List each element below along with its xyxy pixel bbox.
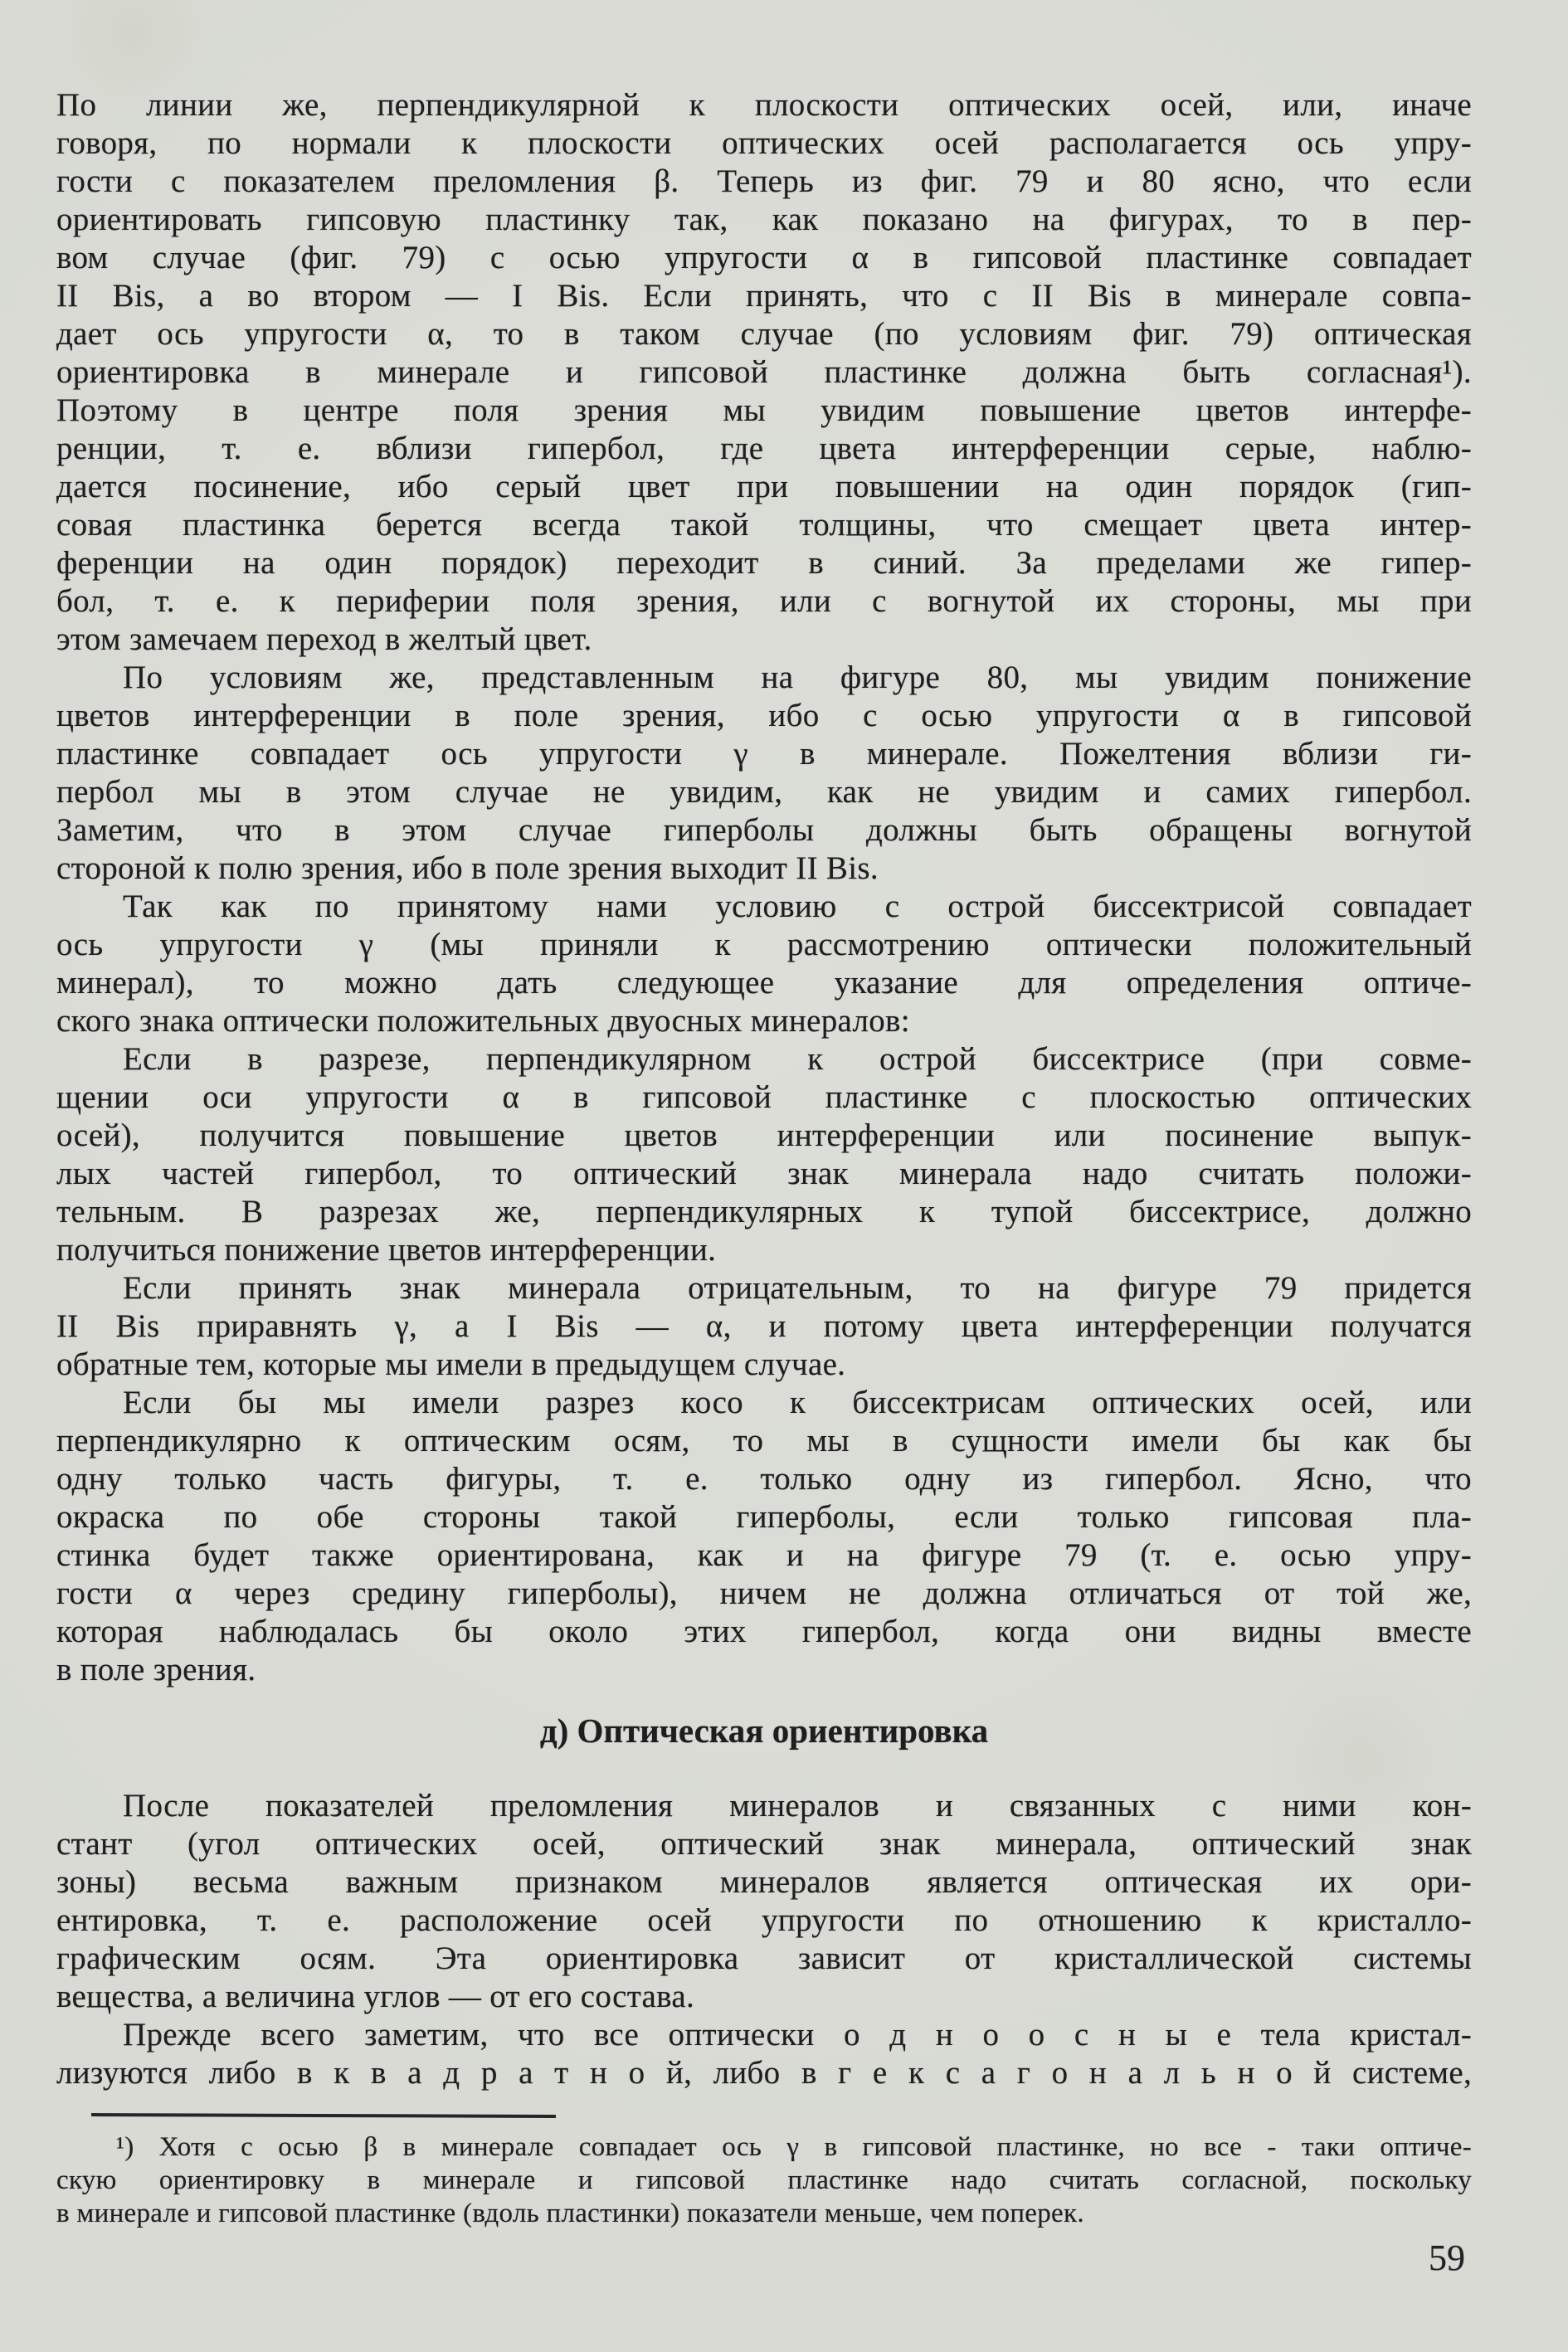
- text-line: одну только часть фигуры, т. е. только одну из гипербол. Ясно, что: [56, 1461, 1472, 1497]
- text-line: Поэтому в центре поля зрения мы увидим повышение цветов интерфе-: [56, 392, 1472, 428]
- paragraph: [56, 1384, 1472, 1689]
- text-line: тельным. В разрезах же, перпендикулярных к тупой биссектрисе, должно: [56, 1194, 1472, 1230]
- text-line: графическим осям. Эта ориентировка зависит от кристаллической системы: [56, 1941, 1472, 1976]
- text-line: совая пластинка берется всегда такой толщины, что смещает цвета интер-: [56, 507, 1472, 543]
- text-line: обратные тем, которые мы имели в предыдущем случае.: [56, 1346, 846, 1382]
- paragraph: [56, 888, 1472, 1040]
- text-line: говоря, по нормали к плоскости оптических осей располагается ось упру-: [56, 125, 1472, 161]
- text-line: Прежде всего заметим, что все оптически о д н о о с н ы е тела кристал-: [123, 2017, 1472, 2053]
- text-line: лых частей гипербол, то оптический знак минерала надо считать положи-: [56, 1156, 1472, 1191]
- text-line: дается посинение, ибо серый цвет при повышении на один порядок (гип-: [56, 469, 1472, 504]
- text-line: Так как по принятому нами условию с острой биссектрисой совпадает: [123, 889, 1472, 924]
- text-line: скую ориентировку в минерале и гипсовой пластинке надо считать согласной, поскольку: [56, 2165, 1472, 2195]
- text-line: После показателей преломления минералов и связанных с ними кон-: [123, 1788, 1472, 1824]
- text-line: щении оси упругости α в гипсовой пластинке с плоскостью оптических: [56, 1079, 1472, 1115]
- text-line: в минерале и гипсовой пластинке (вдоль пластинки) показатели меньше, чем поперек.: [56, 2199, 1084, 2228]
- text-line: осей), получится повышение цветов интерференции или посинение выпук-: [56, 1118, 1472, 1153]
- text-line: ориентировать гипсовую пластинку так, как показано на фигурах, то в пер-: [56, 202, 1472, 237]
- text-line: ось упругости γ (мы приняли к рассмотрению оптически положительный: [56, 927, 1472, 962]
- text-line: ференции на один порядок) переходит в синий. За пределами же гипер-: [56, 545, 1472, 581]
- text-line: Если бы мы имели разрез косо к биссектрисам оптических осей, или: [123, 1385, 1472, 1420]
- text-line: перпендикулярно к оптическим осям, то мы в сущности имели бы как бы: [56, 1423, 1472, 1458]
- text-line: Заметим, что в этом случае гиперболы должны быть обращены вогнутой: [56, 812, 1472, 848]
- text-line: получиться понижение цветов интерференции.: [56, 1232, 717, 1268]
- text-line: Если в разрезе, перпендикулярном к острой биссектрисе (при совме-: [123, 1041, 1472, 1077]
- footnote-rule: [91, 2113, 556, 2118]
- paragraph: [56, 2016, 1472, 2092]
- paragraph: [56, 659, 1472, 888]
- footnote: [56, 2130, 1472, 2230]
- text-line: окраска по обе стороны такой гиперболы, если только гипсовая пла-: [56, 1499, 1472, 1535]
- text-line: стант (угол оптических осей, оптический знак минерала, оптический знак: [56, 1826, 1472, 1862]
- text-line: Если принять знак минерала отрицательным, то на фигуре 79 придется: [123, 1270, 1472, 1306]
- text-line: ¹) Хотя с осью β в минерале совпадает ось γ в гипсовой пластинке, но все - таки оптиче-: [116, 2132, 1472, 2162]
- text-line: пластинке совпадает ось упругости γ в минерале. Пожелтения вблизи ги-: [56, 736, 1472, 772]
- text-line: цветов интерференции в поле зрения, ибо с осью упругости α в гипсовой: [56, 698, 1472, 733]
- paragraph: [56, 1269, 1472, 1384]
- text-line: бол, т. е. к периферии поля зрения, или с вогнутой их стороны, мы при: [56, 583, 1472, 619]
- text-line: минерал), то можно дать следующее указание для определения оптиче-: [56, 965, 1472, 1001]
- paragraph: [56, 86, 1472, 659]
- text-line: зоны) весьма важным признаком минералов является оптическая их ори-: [56, 1864, 1472, 1900]
- text-line: лизуются либо в к в а д р а т н о й, либо в г е к с а г о н а л ь н о й системе,: [56, 2055, 1472, 2091]
- text-line: дает ось упругости α, то в таком случае (по условиям фиг. 79) оптическая: [56, 316, 1472, 352]
- text-line: пербол мы в этом случае не увидим, как не увидим и самих гипербол.: [56, 774, 1472, 810]
- paragraph: [56, 1040, 1472, 1269]
- text-line: гости с показателем преломления β. Теперь из фиг. 79 и 80 ясно, что если: [56, 163, 1472, 199]
- text-line: этом замечаем переход в желтый цвет.: [56, 621, 592, 657]
- paragraph: [56, 1787, 1472, 2016]
- text-line: II Bis приравнять γ, а I Bis — α, и потому цвета интерференции получатся: [56, 1308, 1472, 1344]
- text-block: [56, 86, 1472, 2230]
- text-line: ентировка, т. е. расположение осей упругости по отношению к кристалло-: [56, 1902, 1472, 1938]
- text-line: По условиям же, представленным на фигуре 80, мы увидим понижение: [123, 660, 1472, 695]
- text-line: II Bis, а во втором — I Bis. Если принять, что с II Bis в минерале совпа-: [56, 278, 1472, 314]
- text-line: гости α через средину гиперболы), ничем не должна отличаться от той же,: [56, 1575, 1472, 1611]
- text-line: По линии же, перпендикулярной к плоскости оптических осей, или, иначе: [56, 87, 1472, 123]
- text-line: стинка будет также ориентирована, как и на фигуре 79 (т. е. осью упру-: [56, 1537, 1472, 1573]
- text-line: стороной к полю зрения, ибо в поле зрения выходит II Bis.: [56, 850, 879, 886]
- text-line: вом случае (фиг. 79) с осью упругости α в гипсовой пластинке совпадает: [56, 240, 1472, 275]
- text-line: ориентировка в минерале и гипсовой пластинке должна быть согласная¹).: [56, 354, 1472, 390]
- page-number: 59: [1429, 2238, 1465, 2278]
- text-line: ского знака оптически положительных двуосных минералов:: [56, 1003, 910, 1039]
- section-heading: д) Оптическая ориентировка: [539, 1712, 989, 1750]
- text-line: вещества, а величина углов — от его состава.: [56, 1979, 695, 2014]
- text-line: в поле зрения.: [56, 1652, 256, 1687]
- text-line: ренции, т. е. вблизи гипербол, где цвета интерференции серые, наблю-: [56, 431, 1472, 466]
- text-line: которая наблюдалась бы около этих гипербол, когда они видны вместе: [56, 1614, 1472, 1649]
